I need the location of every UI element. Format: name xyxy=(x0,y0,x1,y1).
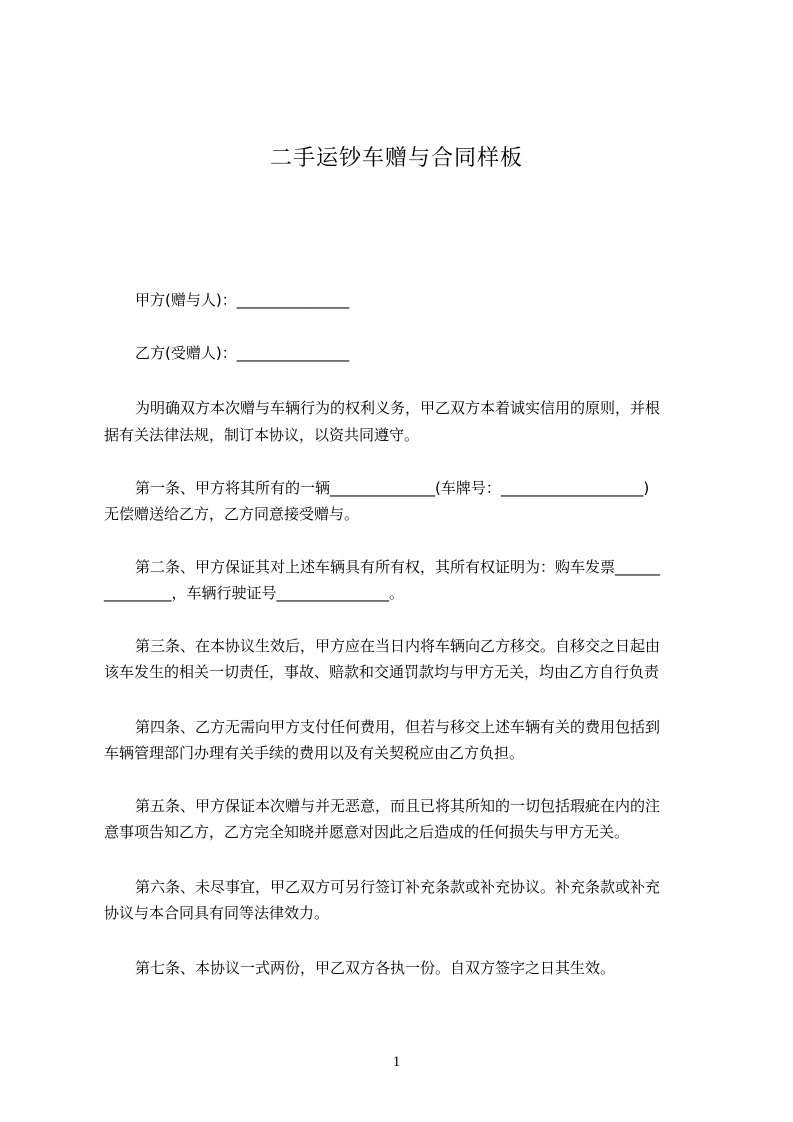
page-number: 1 xyxy=(392,1054,401,1070)
article-6-line-2: 协议与本合同具有同等法律效力。 xyxy=(104,904,330,922)
article-4-line-1: 第四条、乙方无需向甲方支付任何费用，但若与移交上述车辆有关的费用包括到 xyxy=(135,718,661,736)
party-b-line: 乙方(受赠人)：_______________ xyxy=(135,344,350,362)
article-2-line-1: 第二条、甲方保证其对上述车辆具有所有权，其所有权证明为：购车发票______ xyxy=(135,558,661,576)
article-3-line-2: 该车发生的相关一切责任，事故、赔款和交通罚款均与甲方无关，均由乙方自行负责 xyxy=(104,663,660,681)
page-title: 二手运钞车赠与合同样板 xyxy=(269,146,523,171)
article-2-line-2: _________，车辆行驶证号_______________。 xyxy=(104,584,405,602)
intro-line-2: 据有关法律法规，制订本协议，以资共同遵守。 xyxy=(104,426,420,444)
article-1-line-1: 第一条、甲方将其所有的一辆______________(车牌号：___________________) xyxy=(135,479,650,497)
article-4-line-2: 车辆管理部门办理有关手续的费用以及有关契税应由乙方负担。 xyxy=(104,744,525,762)
article-3-line-1: 第三条、在本协议生效后，甲方应在当日内将车辆向乙方移交。自移交之日起由 xyxy=(135,637,661,655)
article-1-line-2: 无偿赠送给乙方，乙方同意接受赠与。 xyxy=(104,505,360,523)
article-5-line-2: 意事项告知乙方，乙方完全知晓并愿意对因此之后造成的任何损失与甲方无关。 xyxy=(104,823,630,841)
party-a-line: 甲方(赠与人)：_______________ xyxy=(135,291,350,309)
article-5-line-1: 第五条、甲方保证本次赠与并无恶意，而且已将其所知的一切包括瑕疵在内的注 xyxy=(135,797,661,815)
article-7-line-1: 第七条、本协议一式两份，甲乙双方各执一份。自双方签字之日其生效。 xyxy=(135,959,616,977)
article-6-line-1: 第六条、未尽事宜，甲乙双方可另行签订补充条款或补充协议。补充条款或补充 xyxy=(135,878,661,896)
intro-line-1: 为明确双方本次赠与车辆行为的权利义务，甲乙双方本着诚实信用的原则，并根 xyxy=(135,399,661,417)
